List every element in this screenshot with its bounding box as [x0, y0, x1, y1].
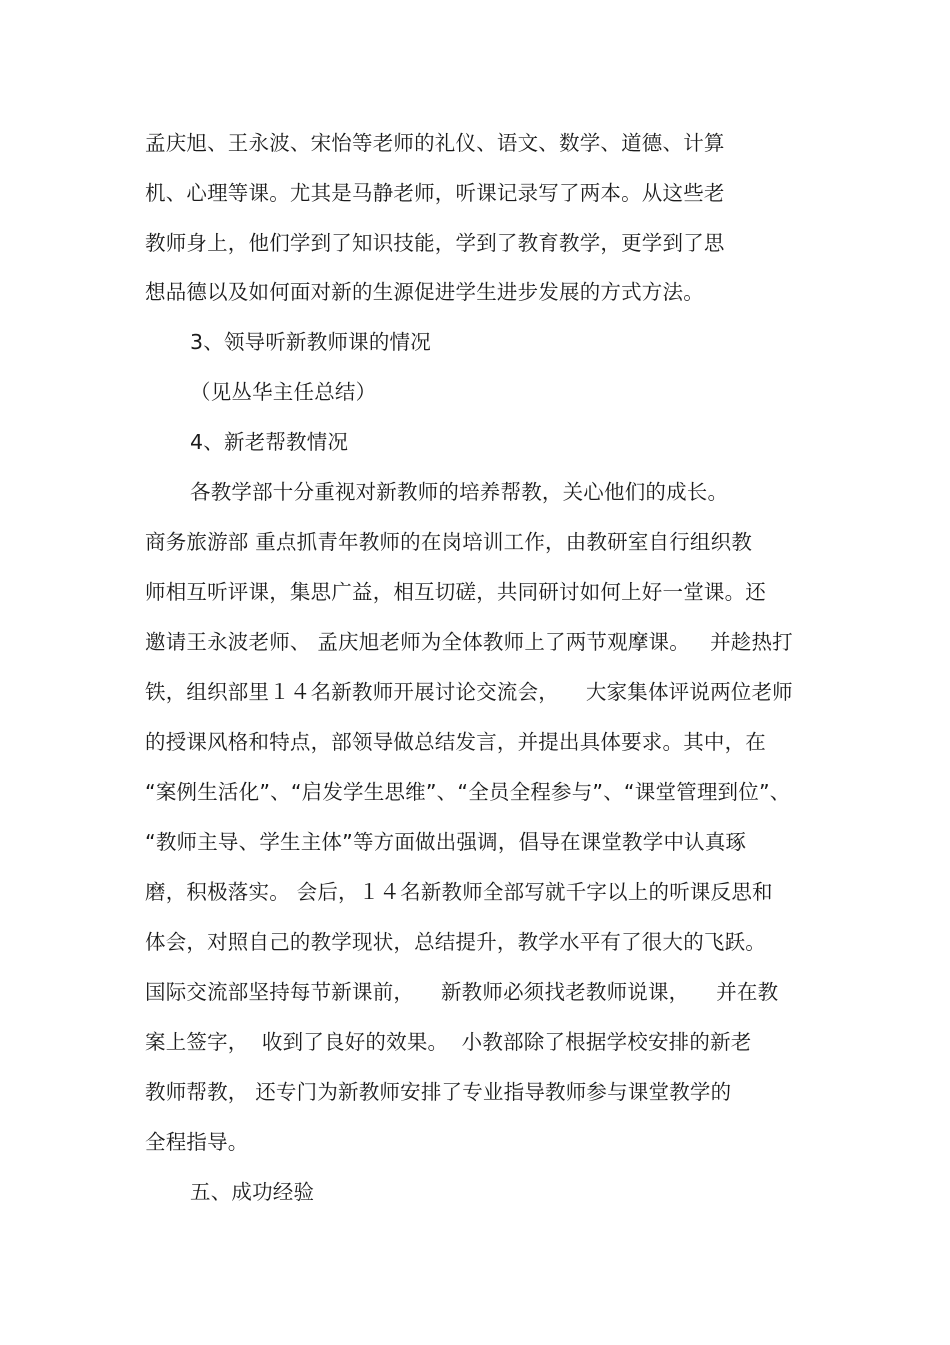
body-line-note: （见丛华主任总结） [190, 380, 377, 404]
body-line-6: 商务旅游部 重点抓青年教师的在岗培训工作，由教研室自行组织教 [145, 530, 753, 554]
section-heading-3: 3、领导听新教师课的情况 [190, 330, 431, 354]
body-line-12: “教师主导、学生主体”等方面做出强调，倡导在课堂教学中认真琢 [145, 830, 747, 854]
body-line-3: 教师身上，他们学到了知识技能，学到了教育教学，更学到了思 [145, 231, 725, 255]
section-heading-5: 五、成功经验 [190, 1180, 315, 1204]
body-line-16: 案上签字， 收到了良好的效果。 小教部除了根据学校安排的新老 [145, 1030, 752, 1054]
body-line-7: 师相互听评课，集思广益，相互切磋，共同研讨如何上好一堂课。还 [145, 580, 766, 604]
body-line-8: 邀请王永波老师、 孟庆旭老师为全体教师上了两节观摩课。 并趁热打 [145, 630, 793, 654]
body-line-1: 孟庆旭、王永波、宋怡等老师的礼仪、语文、数学、道德、计算 [145, 131, 725, 155]
body-line-15: 国际交流部坚持每节新课前， 新教师必须找老教师说课， 并在教 [145, 980, 779, 1004]
body-line-9: 铁，组织部里１４名新教师开展讨论交流会， 大家集体评说两位老师 [145, 680, 793, 704]
body-line-14: 体会，对照自己的教学现状，总结提升，教学水平有了很大的飞跃。 [145, 930, 766, 954]
body-line-17: 教师帮教， 还专门为新教师安排了专业指导教师参与课堂教学的 [145, 1080, 732, 1104]
body-line-10: 的授课风格和特点，部领导做总结发言，并提出具体要求。其中，在 [145, 730, 766, 754]
body-line-4: 想品德以及如何面对新的生源促进学生进步发展的方式方法。 [145, 280, 704, 304]
body-line-11: “案例生活化”、“启发学生思维”、“全员全程参与”、“课堂管理到位”、 [145, 780, 791, 804]
section-heading-4: 4、新老帮教情况 [190, 430, 349, 454]
body-line-13: 磨，积极落实。 会后，１４名新教师全部写就千字以上的听课反思和 [145, 880, 773, 904]
body-line-18: 全程指导。 [145, 1130, 249, 1154]
body-line-2: 机、心理等课。尤其是马静老师，听课记录写了两本。从这些老 [145, 181, 725, 205]
body-line-5: 各教学部十分重视对新教师的培养帮教，关心他们的成长。 [190, 480, 729, 504]
